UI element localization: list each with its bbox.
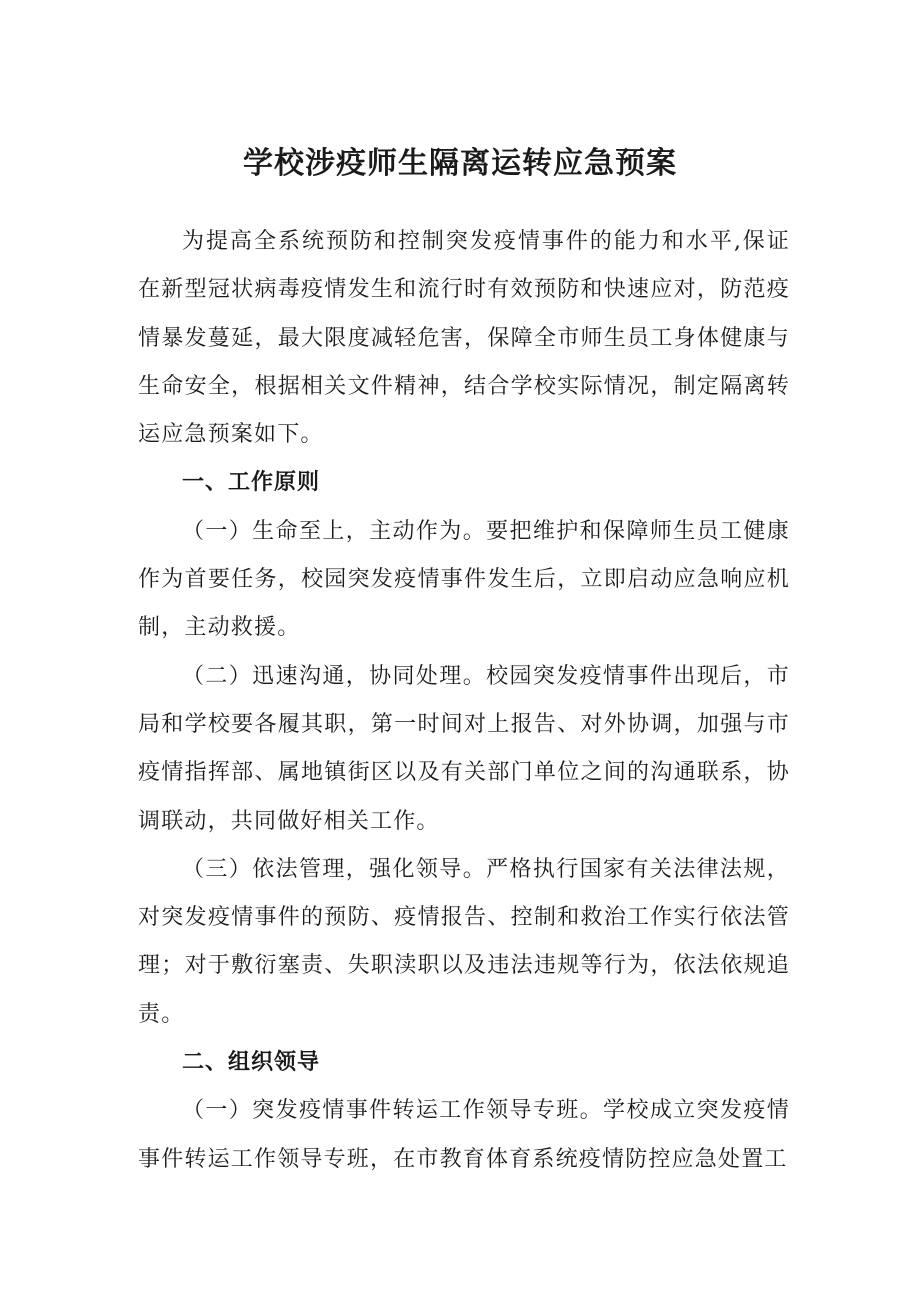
- organization-paragraph-1: （一）突发疫情事件转运工作领导专班。学校成立突发疫情事件转运工作领导专班，在市教育体育系统疫情防控应急处置工: [138, 1098, 790, 1172]
- principle-paragraph-2: （二）迅速沟通，协同处理。校园突发疫情事件出现后，市局和学校要各履其职，第一时间对上报告、对外协调，加强与市疫情指挥部、属地镇街区以及有关部门单位之间的沟通联系，协调联动，共同做好相关工作。: [138, 663, 790, 834]
- principle-paragraph-1: （一）生命至上，主动作为。要把维护和保障师生员工健康作为首要任务，校园突发疫情事件发生后，立即启动应急响应机制，主动救援。: [138, 518, 790, 641]
- section-heading-principles: 一、工作原则: [182, 470, 321, 496]
- document-body: [138, 218, 790, 1184]
- intro-paragraph: 为提高全系统预防和控制突发疫情事件的能力和水平,保证在新型冠状病毒疫情发生和流行时有效预防和快速应对，防范疫情暴发蔓延，最大限度减轻危害，保障全市师生员工身体健康与生命安全，根据相关文件精神，结合学校实际情况，制定隔离转运应急预案如下。: [138, 229, 790, 448]
- section-heading-organization: 二、组织领导: [182, 1050, 321, 1076]
- principle-paragraph-3: （三）依法管理，强化领导。严格执行国家有关法律法规，对突发疫情事件的预防、疫情报告、控制和救治工作实行依法管理；对于敷衍塞责、失职渎职以及违法违规等行为，依法依规追责。: [138, 856, 790, 1027]
- document-title: 学校涉疫师生隔离运转应急预案: [243, 146, 677, 181]
